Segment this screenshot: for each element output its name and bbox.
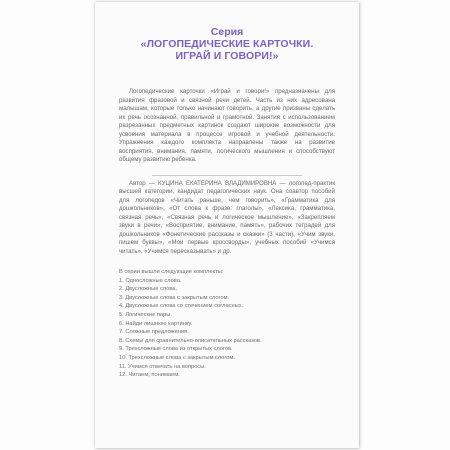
series-list-intro: В серии вышли следующие комплекты: <box>119 269 224 275</box>
list-item: 6. Найди лишнюю картинку. <box>119 320 193 327</box>
list-item: 9. Трехсложные слова из открытых слогов. <box>119 346 233 353</box>
list-item: 2. Двусложные слова. <box>119 286 178 293</box>
series-title-line-2: ИГРАЙ И ГОВОРИ!» <box>175 50 279 62</box>
author-section <box>95 180 359 257</box>
list-item: 12. Читаем, понимаем. <box>119 372 180 379</box>
list-item: 8. Схемы для сравнительно-описательных рассказов. <box>119 337 262 344</box>
section-divider <box>152 175 302 176</box>
list-item: 10. Трехсложные слова с закрытым слогом. <box>119 354 235 361</box>
series-list-section <box>95 268 359 380</box>
list-item: 3. Двусложные слова с закрытым слогом. <box>119 294 230 301</box>
list-item: 7. Сложные предложения. <box>119 329 189 336</box>
list-item: 11. Учимся отвечать на вопросы. <box>119 363 206 370</box>
intro-section <box>95 88 359 165</box>
series-label: Серия <box>210 26 244 38</box>
author-paragraph: Автор — КУЦИНА ЕКАТЕРИНА ВЛАДИМИРОВНА — логопед-практик высшей категории, кандидат педагогических наук. Она соавтор пособий для логопедов «Читать раньше, чем говорить», «Грамматика для дошкольников», «От слова к фразе: глаголы», «Лексика, грамматика, связная речь», «Связная речь и логическое мышление», «Закрепляем звуки в речи», «Восприятие, внимание, память», рабочих тетрадей для дошкольников «Фонетические рассказы и сказки» (3 части), «Учим звуки, пишем буквы», «Мои первые кроссворды», учебных пособий «Учимся читать», «Учимся пересказывать» и др. <box>119 179 335 255</box>
series-title-line-1: «ЛОГОПЕДИЧЕСКИЕ КАРТОЧКИ. <box>140 38 314 50</box>
booklet-page <box>95 2 359 448</box>
list-item: 4. Двусложные слова со стечением согласных. <box>119 303 244 310</box>
list-item: 5. Логические пары. <box>119 311 172 318</box>
list-item: 1. Односложные слова. <box>119 277 182 284</box>
intro-paragraph: Логопедические карточки «Играй и говори!» предназначены для развития фразовой и связной речи детей. Часть из них адресована малышам, которые только начинают говорить, а другие призваны сделать их речь осознанной, правильной и грамотной. Занятия с использованием разрезанных предметных картинок создают широкие возможности для усвоения материала в процессе игровой и учебной деятельности. Упражнения каждого комплекта направлены также на развитие восприятия, внимания, памяти, логического мышления и способствуют общему развитию ребенка. <box>119 88 335 163</box>
series-header <box>95 26 359 62</box>
series-list <box>119 277 335 380</box>
